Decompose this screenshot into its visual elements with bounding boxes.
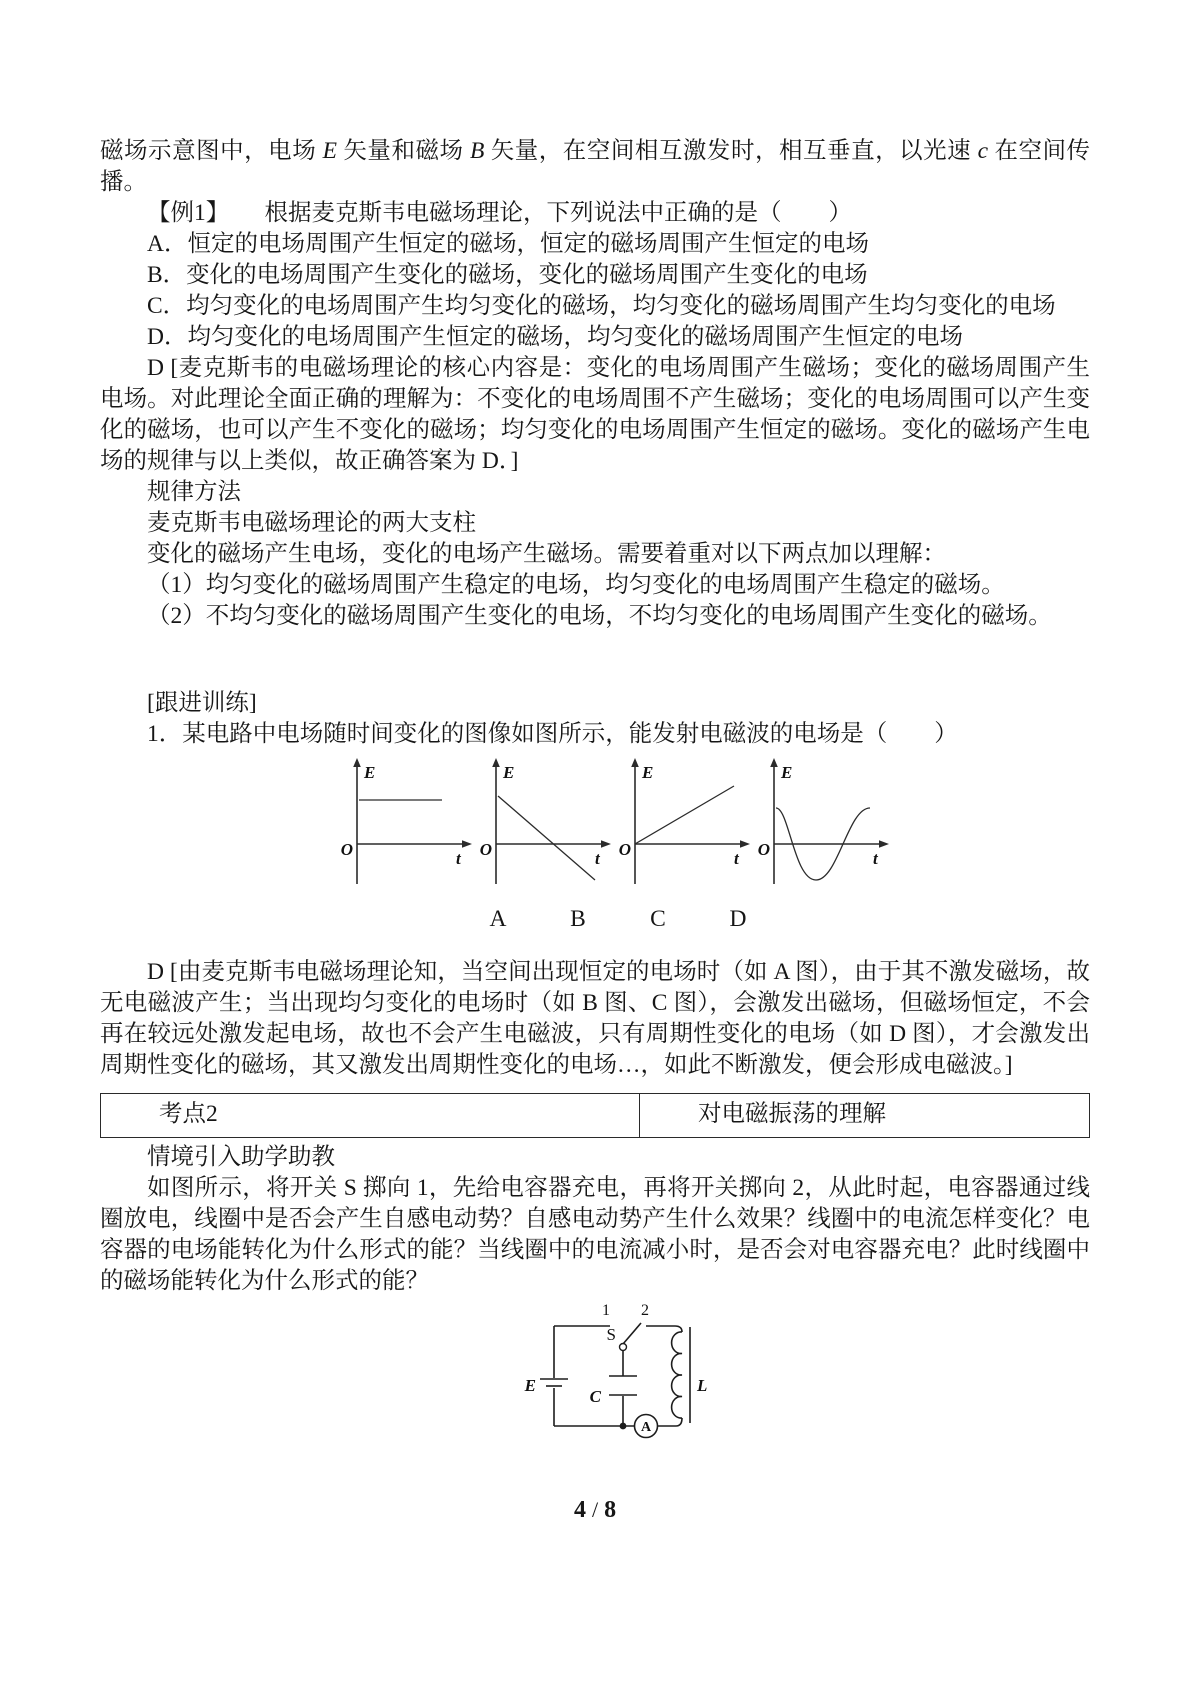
- method-point-1: （1）均匀变化的磁场周围产生稳定的电场，均匀变化的电场周围产生稳定的磁场。: [147, 572, 1005, 598]
- graph-label-b: B: [570, 906, 586, 932]
- lc-circuit-figure: [100, 1299, 1090, 1455]
- inductor-label: L: [697, 1376, 708, 1395]
- kaodian2-topic: 对电磁振荡的理解: [640, 1094, 1090, 1138]
- inductor-coil: [672, 1332, 682, 1418]
- t-axis-label: t: [595, 849, 600, 868]
- graph-label-c: C: [650, 906, 666, 932]
- origin-label: O: [340, 840, 353, 859]
- t-axis-label: t: [873, 849, 878, 868]
- origin-label: O: [618, 840, 631, 859]
- kaodian2-label: 考点2: [101, 1094, 640, 1138]
- wire-top-right: [646, 1326, 682, 1332]
- junction-dot: [620, 1423, 627, 1430]
- switch-pivot: [620, 1344, 627, 1351]
- et-graphs-figure: [338, 756, 1090, 888]
- capacitor-label: C: [589, 1387, 601, 1406]
- e-axis-label: E: [781, 763, 793, 782]
- page-number-separator: /: [591, 1497, 599, 1522]
- graph-c: [616, 756, 755, 888]
- contact-1-label: 1: [602, 1302, 610, 1319]
- training-question: 1．某电路中电场随时间变化的图像如图所示，能发射电磁波的电场是（ ）: [147, 721, 958, 747]
- switch-label: S: [606, 1325, 616, 1344]
- kaodian2-table: [100, 1093, 1090, 1138]
- y-axis-arrow: [770, 758, 778, 767]
- graph-label-d: D: [729, 906, 747, 932]
- method-title: 规律方法: [147, 479, 241, 505]
- option-c: C．均匀变化的电场周围产生均匀变化的磁场，均匀变化的磁场周围产生均匀变化的电场: [147, 293, 1056, 319]
- y-axis-arrow: [631, 758, 639, 767]
- graph-d: [755, 756, 894, 888]
- option-a: A．恒定的电场周围产生恒定的磁场，恒定的磁场周围产生恒定的电场: [147, 231, 869, 257]
- contact-2-label: 2: [641, 1302, 649, 1319]
- option-d: D．均匀变化的电场周围产生恒定的磁场，均匀变化的磁场周围产生恒定的电场: [147, 324, 963, 350]
- wire-bottom-right: [658, 1418, 683, 1426]
- graph-option-labels: [458, 904, 1090, 937]
- situation-header: 情境引入助学助教: [147, 1144, 335, 1170]
- option-b: B．变化的电场周围产生变化的磁场，变化的磁场周围产生变化的电场: [147, 262, 868, 288]
- example1-answer: D [麦克斯韦的电磁场理论的核心内容是：变化的电场周围产生磁场；变化的磁场周围产生电场。对此理论全面正确的理解为：不变化的电场周围不产生磁场；变化的电场周围可以产生变化的磁场，也可以产生不变化的磁场；均匀变化的电场周围产生恒定的磁场。变化的磁场产生电场的规律与以上类似，故正确答案为 D．]: [100, 355, 1090, 474]
- origin-label: O: [479, 840, 492, 859]
- t-axis-arrow: [601, 840, 611, 847]
- page-number-total: 8: [604, 1497, 617, 1523]
- graph-label-a: A: [489, 906, 507, 932]
- origin-label: O: [757, 840, 770, 859]
- switch-blade: [623, 1323, 641, 1344]
- battery-label: E: [524, 1376, 536, 1395]
- t-axis-arrow: [740, 840, 750, 847]
- lc-circuit-diagram: [488, 1299, 758, 1451]
- graph-b: [477, 756, 616, 888]
- method-subtitle: 麦克斯韦电磁场理论的两大支柱: [147, 510, 476, 536]
- ammeter-label: A: [640, 1420, 652, 1435]
- e-axis-label: E: [364, 763, 376, 782]
- t-axis-label: t: [734, 849, 739, 868]
- page-number-current: 4: [573, 1497, 586, 1523]
- curve-decreasing: [498, 796, 595, 880]
- method-point-2: （2）不均匀变化的磁场周围产生变化的电场，不均匀变化的电场周围产生变化的磁场。: [147, 603, 1052, 629]
- training-header: [跟进训练]: [147, 690, 257, 716]
- intro-paragraph: 磁场示意图中，电场 E 矢量和磁场 B 矢量，在空间相互激发时，相互垂直，以光速 c 在空间传播。: [100, 138, 1091, 195]
- e-axis-label: E: [503, 763, 515, 782]
- y-axis-arrow: [492, 758, 500, 767]
- e-axis-label: E: [642, 763, 654, 782]
- page-number: [100, 1497, 1090, 1524]
- situation-body: 如图所示，将开关 S 掷向 1，先给电容器充电，再将开关掷向 2，从此时起，电容器通过线圈放电，线圈中是否会产生自感电动势？自感电动势产生什么效果？线圈中的电流怎样变化？电容器的电场能转化为什么形式的能？当线圈中的电流减小时，是否会对电容器充电？此时线圈中的磁场能转化为什么形式的能？: [100, 1175, 1090, 1294]
- t-axis-arrow: [462, 840, 472, 847]
- method-lead: 变化的磁场产生电场，变化的电场产生磁场。需要着重对以下两点加以理解：: [147, 541, 946, 567]
- curve-increasing: [635, 786, 734, 844]
- training-answer: D [由麦克斯韦电磁场理论知，当空间出现恒定的电场时（如 A 图），由于其不激发磁场，故无电磁波产生；当出现均匀变化的电场时（如 B 图、C 图），会激发出磁场，但磁场恒定，不会再在较远处激发起电场，故也不会产生电磁波，只有周期性变化的电场（如 D 图），才会激发出周期性变化的磁场，其又激发出周期性变化的电场…，如此不断激发，便会形成电磁波。]: [100, 959, 1090, 1078]
- graph-a: [338, 756, 477, 888]
- example1-header: 【例1】 根据麦克斯韦电磁场理论，下列说法中正确的是（ ）: [147, 200, 852, 226]
- table-row: [101, 1094, 1090, 1138]
- t-axis-label: t: [456, 849, 461, 868]
- t-axis-arrow: [879, 840, 889, 847]
- y-axis-arrow: [353, 758, 361, 767]
